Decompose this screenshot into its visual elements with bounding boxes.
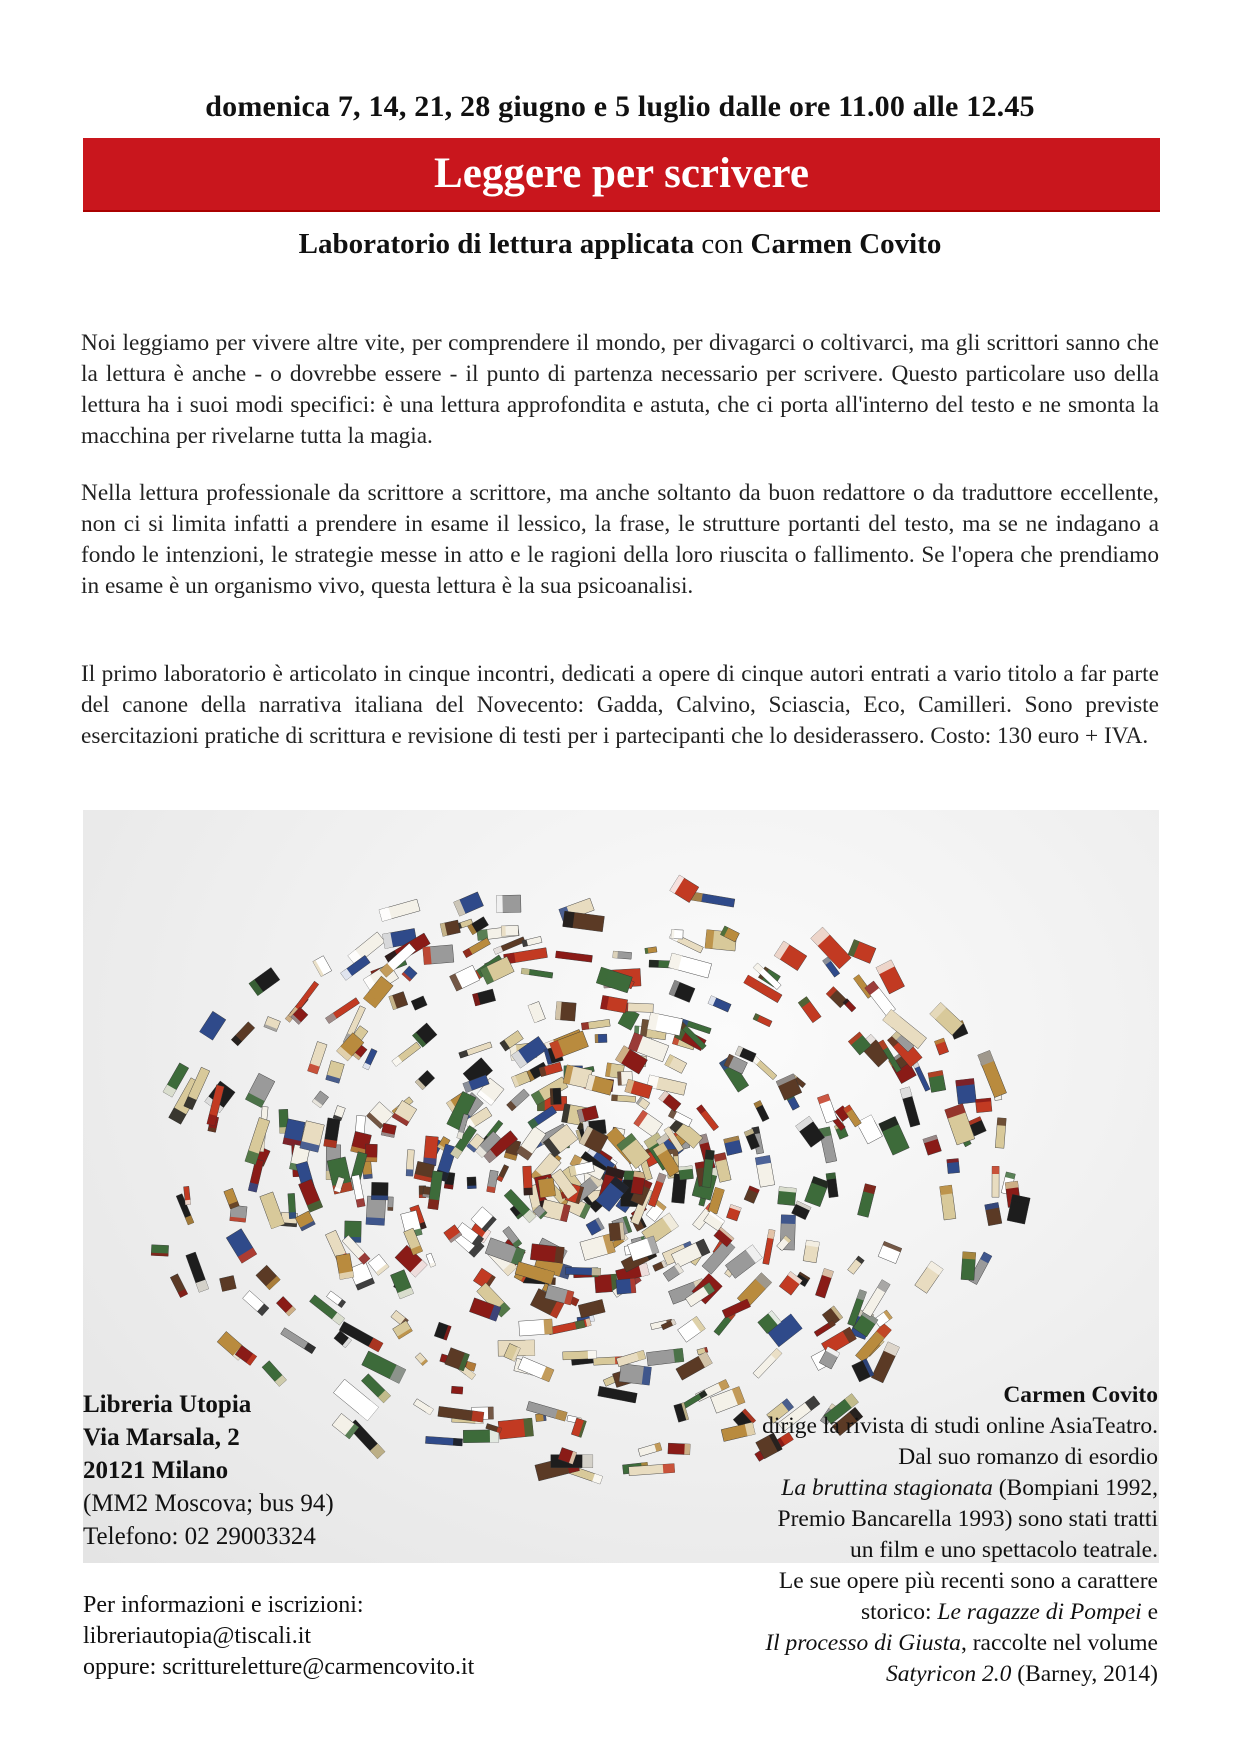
author-line-1: dirige la rivista di studi online AsiaTeatro. <box>762 1413 1158 1439</box>
author-line-5: un film e uno spettacolo teatrale. <box>849 1537 1158 1563</box>
author-line-8 <box>598 1628 1158 1659</box>
author-name: Carmen Covito <box>1003 1382 1158 1408</box>
book-title-processo: Il processo di Giusta <box>765 1630 961 1656</box>
author-bio <box>598 1380 1158 1690</box>
title-banner <box>83 138 1160 210</box>
author-line-8-rest: , raccolte nel volume <box>960 1630 1158 1656</box>
author-line-4: Premio Bancarella 1993) sono stati tratti <box>777 1506 1158 1532</box>
book-title-ragazze: Le ragazze di Pompei <box>937 1599 1142 1625</box>
author-line-3-rest: (Bompiani 1992, <box>992 1475 1158 1501</box>
author-line-9-rest: (Barney, 2014) <box>1011 1661 1158 1687</box>
author-line-7 <box>598 1597 1158 1628</box>
venue-phone: Telefono: 02 29003324 <box>83 1523 316 1550</box>
author-line-6: Le sue opere più recenti sono a carattere <box>778 1568 1158 1594</box>
subtitle-author: Carmen Covito <box>750 228 942 260</box>
info-email-libreria[interactable]: libreriautopia@tiscali.it <box>83 1623 312 1649</box>
intro-paragraph: Noi leggiamo per vivere altre vite, per comprendere il mondo, per divagarci o coltivarci, ma gli scrittori sanno che la lettura è anche - o dovrebbe essere - il punto di partenza necessario per scrivere. Questo particolare uso della lettura ha i suoi modi specifici: è una lettura approfondita e astuta, che ci porta all'interno del testo e ne smonta la macchina per rivelarne tutta la magia. <box>81 330 1159 449</box>
info-email-covito[interactable]: oppure: scrittureletture@carmencovito.it <box>83 1654 475 1680</box>
book-title-bruttina: La bruttina stagionata <box>781 1475 993 1501</box>
venue-name: Libreria Utopia <box>83 1391 252 1418</box>
venue-street: Via Marsala, 2 <box>83 1424 240 1451</box>
info-label: Per informazioni e iscrizioni: <box>83 1592 364 1618</box>
author-line-7-end: e <box>1141 1599 1158 1625</box>
author-line-3 <box>598 1473 1158 1504</box>
author-line-2: Dal suo romanzo di esordio <box>898 1444 1158 1470</box>
venue-transport: (MM2 Moscova; bus 94) <box>83 1490 334 1517</box>
program-paragraph: Il primo laboratorio è articolato in cinque incontri, dedicati a opere di cinque autori entrati a vario titolo a far parte del canone della narrativa italiana del Novecento: Gadda, Calvino, Sciascia, Eco, Camilleri. Sono previste esercitazioni pratiche di scrittura e revisione di testi per i partecipanti che lo desiderassero. Costo: 130 euro + IVA. <box>81 661 1159 749</box>
book-title-satyricon: Satyricon 2.0 <box>886 1661 1012 1687</box>
page-title: Leggere per scrivere <box>434 150 809 197</box>
author-line-7-start: storico: <box>861 1599 938 1625</box>
author-line-9 <box>598 1659 1158 1690</box>
subtitle-con: con <box>701 228 744 260</box>
subtitle-workshop: Laboratorio di lettura applicata <box>298 228 695 260</box>
venue-city: 20121 Milano <box>83 1457 229 1484</box>
venue-block <box>83 1388 334 1553</box>
reading-paragraph: Nella lettura professionale da scrittore a scrittore, ma anche soltanto da buon redattore o da traduttore eccellente, non ci si limita infatti a prendere in esame il lessico, la frase, le strutture portanti del testo, ma se ne indagano a fondo le intenzioni, le strategie messe in atto e le ragioni della loro riuscita o fallimento. Se l'opera che prendiamo in esame è un organismo vivo, questa lettura è la sua psicoanalisi. <box>81 480 1159 599</box>
event-dates: domenica 7, 14, 21, 28 giugno e 5 luglio dalle ore 11.00 alle 12.45 <box>205 90 1035 123</box>
subtitle <box>0 228 1240 261</box>
info-block <box>83 1590 474 1683</box>
